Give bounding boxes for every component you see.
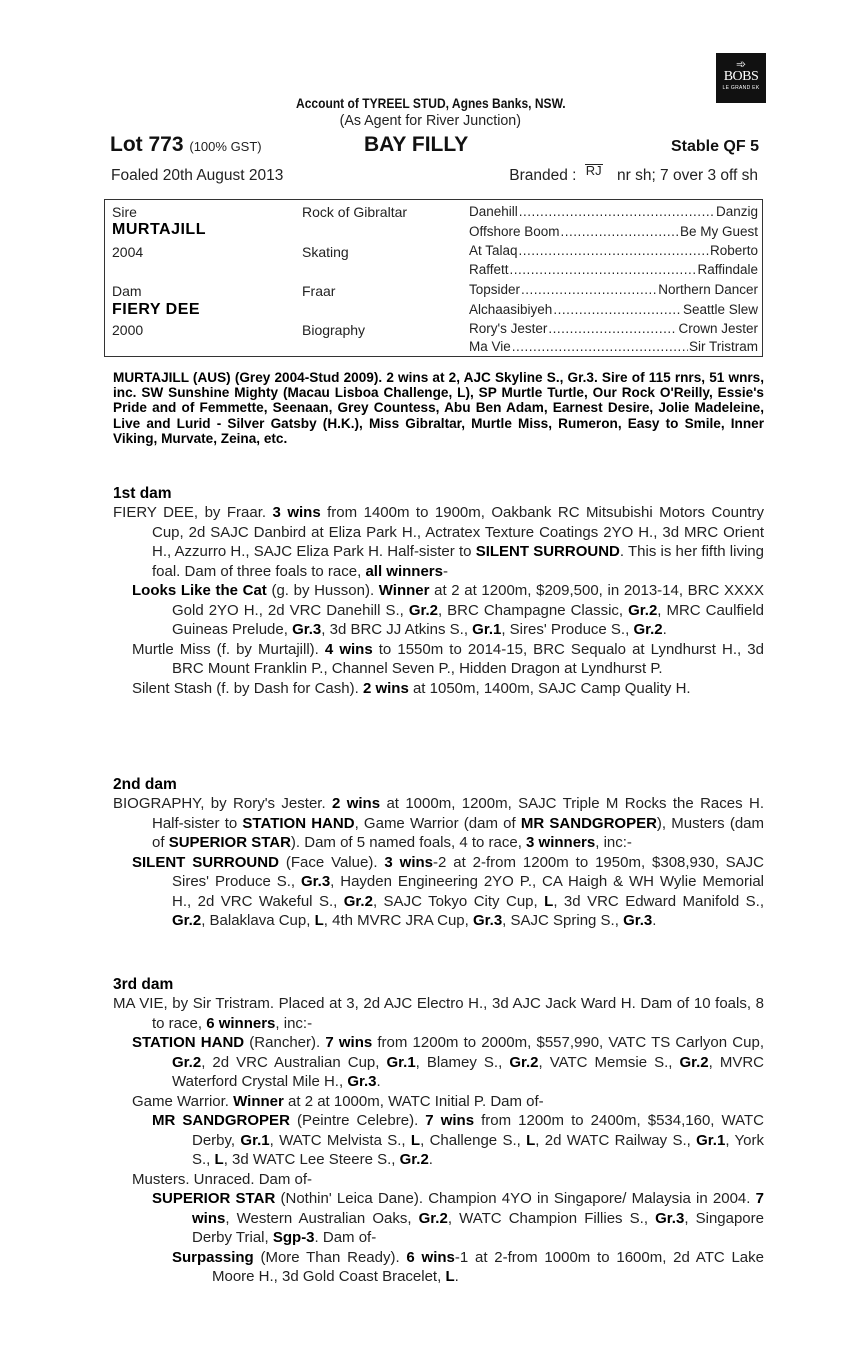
- bold-run: SUPERIOR STAR: [168, 834, 291, 851]
- bold-run: Gr.3: [347, 1073, 377, 1090]
- progeny-entry: [113, 794, 764, 853]
- third-gen-row: [469, 243, 758, 258]
- third-gen-left: Topsider: [469, 282, 521, 297]
- text-run: to 1550m to 2014-15, BRC Sequalo at Lyndhurst H., 3d BRC Mount Franklin P., Channel Seven P., Hidden Dragon at Lyndhurst P.: [172, 640, 764, 677]
- horse-bird-icon: ➾: [735, 57, 747, 71]
- text-run: (Peintre Celebre).: [289, 1112, 426, 1129]
- dam-label: Dam: [112, 283, 142, 299]
- bold-run: Winner: [233, 1092, 284, 1110]
- brand-mark-icon: RJ: [585, 163, 602, 178]
- text-run: , inc:-: [595, 834, 632, 851]
- text-run: , Challenge S.,: [420, 1131, 527, 1149]
- third-gen-row: [469, 302, 758, 317]
- bold-run: 3 wins: [384, 853, 433, 871]
- bold-run: Gr.2: [633, 621, 663, 638]
- text-run: . This is her fifth living foal. Dam of three foals to race,: [152, 543, 764, 580]
- third-gen-left: Offshore Boom: [469, 224, 560, 239]
- third-dam-section: [113, 976, 764, 1287]
- sire-sire: Rock of Gibraltar: [302, 204, 408, 220]
- bold-run: Gr.1: [696, 1131, 726, 1149]
- leader-dots: [548, 321, 677, 336]
- text-run: ). Dam of 5 named foals, 4 to race,: [290, 834, 527, 851]
- third-gen-left: Raffett: [469, 262, 509, 277]
- text-run: , 3d VRC Edward Manifold S.,: [553, 892, 764, 910]
- text-run: -2 at 2-from 1200m to 1950m, $308,930, SAJC Sires' Produce S.,: [172, 853, 765, 890]
- text-run: (Rancher).: [244, 1034, 326, 1051]
- progeny-entry: [113, 1092, 764, 1112]
- text-run: (Face Value).: [278, 853, 385, 871]
- sire-summary: MURTAJILL (AUS) (Grey 2004-Stud 2009). 2 wins at 2, AJC Skyline S., Gr.3. Sire of 115 rnrs, 51 wnrs, inc. SW Sunshine Mighty (Macau Lisboa Challenge, L), SP Murtle Turtle, Our Rock O'Reilly, Essie's Pride and of Femmette, Seenaan, Grey Countess, Abu Ben Adam, Earnest Desire, Jolie Madeleine, Live and Lurid - Silver Gatsby (H.K.), Miss Gibraltar, Murtle Miss, Rumeron, Easy to Smile, Inner Viking, Murvate, Zeina, etc.: [113, 370, 764, 446]
- text-run: -1 at 2-from 1000m to 1600m, 2d ATC Lake Moore H., 3d Gold Coast Bracelet,: [212, 1248, 764, 1285]
- bold-run: SILENT SURROUND: [475, 543, 620, 560]
- text-run: MA VIE, by Sir Tristram. Placed at 3, 2d AJC Electro H., 3d AJC Jack Ward H. Dam of 10 foals, 8 to race,: [113, 995, 764, 1032]
- vendor-line: Account of TYREEL STUD, Agnes Banks, NSW.: [296, 95, 566, 111]
- text-run: Musters. Unraced. Dam of-: [132, 1170, 313, 1188]
- section-heading: 2nd dam: [113, 776, 177, 793]
- text-run: from 1400m to 1900m, Oakbank RC Mitsubishi Motors Country Cup, 2d SAJC Danbird at Eliza Park H., Actratex Texture Coatings 2YO H., 3d MRC Orient H., Azzurro H., SAJC Eliza Park H. Half-sister to: [152, 504, 764, 560]
- bold-run: L: [544, 892, 554, 910]
- progeny-entry: [113, 581, 764, 640]
- bold-run: Gr.2: [399, 1151, 429, 1168]
- text-run: at 2 at 1000m, WATC Initial P. Dam of-: [283, 1092, 544, 1110]
- text-run: at 1000m, 1200m, SAJC Triple M Rocks the Races H. Half-sister to: [152, 795, 764, 832]
- text-run: , MVRC Waterford Crystal Mile H.,: [172, 1053, 765, 1090]
- text-run: from 1200m to 2400m, $534,160, WATC Derby,: [192, 1112, 765, 1149]
- third-gen-row: [469, 282, 758, 297]
- bold-run: L: [445, 1268, 455, 1285]
- logo-brand: BOBS: [723, 69, 759, 84]
- text-run: Murtle Miss (f. by Murtajill).: [132, 640, 325, 658]
- bold-run: Gr.1: [472, 621, 502, 638]
- dam-dam: Biography: [302, 322, 366, 338]
- bold-run: SILENT SURROUND: [132, 853, 279, 871]
- third-gen-row: [469, 339, 758, 354]
- bold-run: 7 wins: [425, 1112, 475, 1129]
- third-dam-entries: [113, 994, 764, 1287]
- third-gen-row: [469, 262, 758, 277]
- bold-run: 4 wins: [324, 640, 373, 658]
- leader-dots: [510, 262, 697, 277]
- third-gen-right: Danzig: [715, 204, 758, 219]
- text-run: .: [376, 1073, 381, 1090]
- text-run: (g. by Husson).: [266, 582, 379, 599]
- third-gen-left: At Talaq: [469, 243, 518, 258]
- progeny-entry: [113, 1033, 764, 1092]
- text-run: , MRC Caulfield Guineas Prelude,: [172, 601, 765, 638]
- dam-name: FIERY DEE: [112, 301, 201, 318]
- horse-description: BAY FILLY: [364, 133, 469, 156]
- agent-line: (As Agent for River Junction): [339, 112, 521, 129]
- second-dam-section: [113, 776, 764, 931]
- third-gen-right: Raffindale: [697, 262, 758, 277]
- bold-run: Looks Like the Cat: [132, 582, 267, 599]
- leader-dots: [519, 243, 709, 258]
- third-gen-row: [469, 321, 758, 336]
- bold-run: Gr.3: [292, 621, 322, 638]
- bold-run: Gr.3: [655, 1209, 685, 1227]
- progeny-entry: [113, 853, 764, 931]
- dam-year: 2000: [112, 322, 144, 338]
- third-gen-row: [469, 224, 758, 239]
- bold-run: Gr.2: [509, 1053, 539, 1071]
- text-run: , Game Warrior (dam of: [354, 814, 521, 832]
- bold-run: Sgp-3: [272, 1229, 315, 1246]
- text-run: , Western Australian Oaks,: [225, 1209, 419, 1227]
- third-gen-left: Alchaasibiyeh: [469, 302, 553, 317]
- section-heading: 3rd dam: [113, 976, 174, 993]
- bold-run: L: [214, 1151, 224, 1168]
- text-run: , Balaklava Cup,: [201, 912, 315, 929]
- third-gen-right: Northern Dancer: [658, 282, 758, 297]
- first-dam-entries: [113, 503, 764, 698]
- bold-run: L: [410, 1131, 421, 1149]
- text-run: , 2d VRC Australian Cup,: [201, 1053, 387, 1071]
- bold-run: 2 wins: [362, 679, 409, 697]
- text-run: (Nothin' Leica Dane). Champion 4YO in Singapore/ Malaysia in 2004.: [275, 1190, 756, 1207]
- text-run: , WATC Melvista S.,: [269, 1131, 411, 1149]
- bold-run: Gr.3: [623, 912, 653, 929]
- third-gen-right: Crown Jester: [678, 321, 758, 336]
- bold-run: SUPERIOR STAR: [152, 1190, 276, 1207]
- brand-detail: nr sh; 7 over 3 off sh: [616, 167, 758, 184]
- second-dam-entries: [113, 794, 764, 931]
- bold-run: Gr.2: [628, 601, 658, 619]
- first-dam-section: [113, 485, 764, 698]
- bold-run: 7 wins: [325, 1034, 373, 1051]
- bold-run: Gr.2: [343, 892, 373, 910]
- third-gen-row: [469, 204, 758, 219]
- sire-name: MURTAJILL: [112, 221, 206, 238]
- text-run: , Singapore Derby Trial,: [192, 1209, 764, 1246]
- branded-label: Branded :: [509, 167, 577, 184]
- text-run: , WATC Champion Fillies S.,: [447, 1209, 656, 1227]
- bold-run: Gr.3: [472, 912, 503, 929]
- pedigree-table: [104, 199, 763, 357]
- bold-run: Gr.2: [172, 1053, 202, 1071]
- third-gen-left: Ma Vie: [469, 339, 511, 354]
- dam-sire: Fraar: [302, 283, 336, 299]
- third-gen-right: Roberto: [709, 243, 758, 258]
- sire-label: Sire: [112, 204, 137, 220]
- text-run: at 1050m, 1400m, SAJC Camp Quality H.: [408, 679, 691, 697]
- text-run: , BRC Champagne Classic,: [438, 601, 629, 619]
- text-run: ), Musters (dam of: [152, 814, 765, 851]
- leader-dots: [512, 339, 688, 354]
- bold-run: 7 wins: [192, 1190, 764, 1227]
- leader-dots: [521, 282, 657, 297]
- progeny-entry: [113, 1248, 764, 1287]
- bold-run: 2 wins: [332, 795, 381, 812]
- text-run: from 1200m to 2000m, $557,990, VATC TS Carlyon Cup,: [372, 1034, 764, 1051]
- bold-run: L: [526, 1131, 536, 1149]
- bold-run: L: [314, 912, 324, 929]
- bold-run: Gr.1: [240, 1131, 270, 1149]
- bold-run: Gr.2: [172, 912, 202, 929]
- third-gen-right: Sir Tristram: [689, 339, 758, 354]
- lot-number: [110, 133, 262, 157]
- bold-run: 6 wins: [406, 1248, 455, 1266]
- text-run: .: [428, 1151, 433, 1168]
- text-run: Game Warrior.: [132, 1092, 234, 1110]
- progeny-entry: [113, 994, 764, 1033]
- bold-run: MR SANDGROPER: [520, 814, 657, 832]
- stable-location: Stable QF 5: [670, 138, 759, 155]
- bold-run: Gr.3: [300, 873, 331, 890]
- sire-dam: Skating: [302, 244, 349, 260]
- text-run: . Dam of-: [314, 1229, 377, 1246]
- progeny-entry: [113, 640, 764, 679]
- third-gen-right: Seattle Slew: [682, 302, 758, 317]
- brand-info: [509, 163, 758, 185]
- text-run: , 4th MVRC JRA Cup,: [323, 912, 473, 929]
- bold-run: Gr.1: [386, 1053, 416, 1071]
- bold-run: MR SANDGROPER: [152, 1112, 290, 1129]
- bold-run: Gr.2: [679, 1053, 709, 1071]
- bold-run: Winner: [378, 582, 430, 599]
- bold-run: 3 wins: [272, 504, 321, 521]
- bold-run: Surpassing: [172, 1248, 254, 1266]
- text-run: , SAJC Tokyo City Cup,: [372, 892, 545, 910]
- bold-run: 3 winners: [526, 834, 596, 851]
- section-heading: 1st dam: [113, 485, 172, 502]
- leader-dots: [519, 204, 715, 219]
- bold-run: STATION HAND: [132, 1034, 245, 1051]
- logo-subtitle: LE GRAND EK: [722, 85, 760, 91]
- text-run: BIOGRAPHY, by Rory's Jester.: [113, 795, 332, 812]
- text-run: , Blamey S.,: [415, 1053, 510, 1071]
- sire-year: 2004: [112, 244, 144, 260]
- text-run: -: [442, 562, 448, 580]
- foaled-date: Foaled 20th August 2013: [111, 167, 284, 184]
- text-run: .: [454, 1268, 459, 1285]
- text-run: , SAJC Spring S.,: [502, 912, 624, 929]
- text-run: , 2d WATC Railway S.,: [535, 1131, 697, 1149]
- third-gen-right: Be My Guest: [679, 224, 758, 239]
- text-run: at 2 at 1200m, $209,500, in 2013-14, BRC XXXX Gold 2YO H., 2d VRC Danehill S.,: [172, 582, 765, 619]
- leader-dots: [561, 224, 679, 239]
- text-run: , VATC Memsie S.,: [538, 1053, 680, 1071]
- bold-run: 6 winners: [206, 1014, 276, 1032]
- progeny-entry: [113, 1189, 764, 1248]
- third-gen-left: Rory's Jester: [469, 321, 548, 336]
- bold-run: STATION HAND: [242, 814, 355, 832]
- text-run: Silent Stash (f. by Dash for Cash).: [132, 679, 363, 697]
- bold-run: all winners: [365, 562, 443, 580]
- lot-label: Lot 773: [110, 133, 184, 156]
- third-gen-left: Danehill: [469, 204, 518, 219]
- text-run: , York S.,: [192, 1131, 765, 1168]
- bold-run: Gr.2: [418, 1209, 448, 1227]
- text-run: , 3d WATC Lee Steere S.,: [223, 1151, 400, 1168]
- text-run: , Sires' Produce S.,: [501, 621, 634, 638]
- leader-dots: [553, 302, 682, 317]
- progeny-entry: [113, 503, 764, 581]
- bold-run: Gr.2: [408, 601, 438, 619]
- text-run: , inc:-: [275, 1014, 313, 1032]
- progeny-entry: [113, 1111, 764, 1170]
- text-run: (More Than Ready).: [253, 1248, 407, 1266]
- progeny-entry: [113, 1170, 764, 1190]
- gst-note: (100% GST): [189, 139, 262, 154]
- text-run: .: [652, 912, 657, 929]
- text-run: .: [662, 621, 667, 638]
- text-run: FIERY DEE, by Fraar.: [113, 504, 273, 521]
- progeny-entry: [113, 679, 764, 699]
- text-run: , Hayden Engineering 2YO P., CA Haigh & WH Wylie Memorial H., 2d VRC Wakeful S.,: [172, 873, 765, 910]
- text-run: , 3d BRC JJ Atkins S.,: [321, 621, 473, 638]
